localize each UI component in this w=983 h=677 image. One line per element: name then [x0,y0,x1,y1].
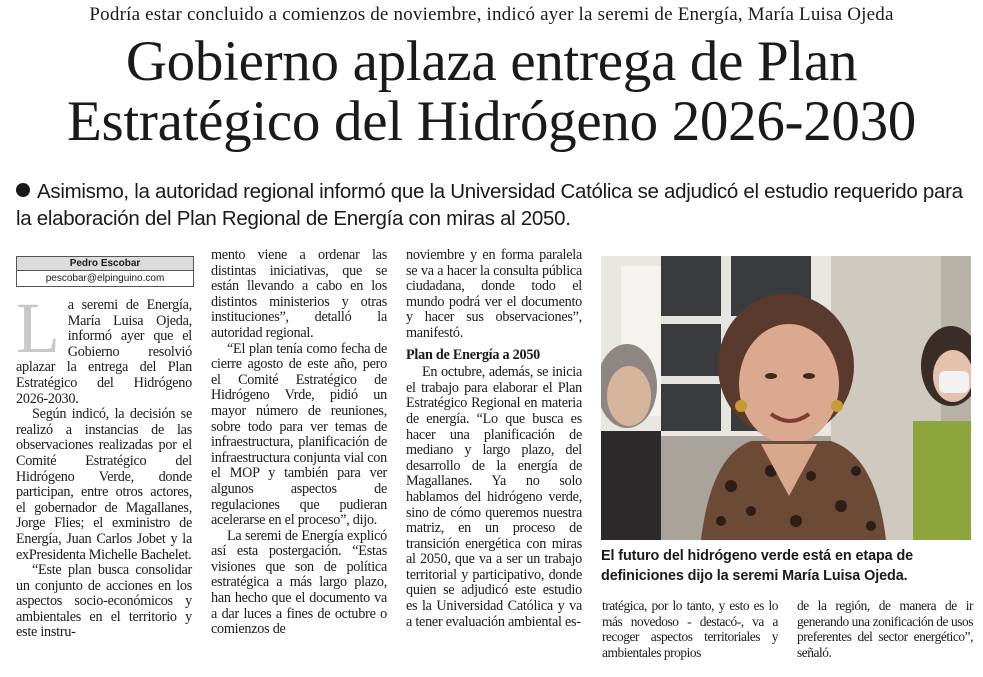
paragraph: En octubre, además, se inicia el trabajo para elaborar el Plan Estratégico Regional en materia de energía. “Lo que busca es hacer una planificación de mediano y largo plazo, del desarrollo de la energía de Magallanes. Ya no solo hablamos del hidrógeno verde, sino de cómo queremos nuestra matriz, en un proceso de transición energética con miras al 2050, que va a ser un trabajo territorial y participativo, donde quien se adjudicó este estudio es la Universidad Católica y va a tener evaluación ambiental es- [406,364,582,630]
section-subhead: Plan de Energía a 2050 [406,346,541,363]
paragraph: “El plan tenía como fecha de cierre agosto de este año, pero el Comité Estratégico de Hidrógeno Vrde, pidió un mayor número de reuniones, sobre todo para ver temas de infraestructura, planificación de infraestructura conjunta vial con el MOP y también para ver algunos aspectos de regulaciones que pudieran acelerarse en el proceso”, dijo. [211,340,387,529]
paragraph: Según indicó, la decisión se realizó a instancias de las observaciones realizadas por el Comité Estratégico del Hidrógeno Verde, donde participan, entre otros actores, el gobernador de Magallanes, Jorge Flies; el exministro de Energía, Juan Carlos Jobet y la exPresidenta Michelle Bachelet. [16,406,192,563]
column-4 [602,598,778,660]
byline-box [16,256,194,287]
drop-cap: L [16,288,60,368]
author-email: pescobar@elpinguino.com [45,273,165,284]
headline-line-1: Gobierno aplaza entrega de Plan [125,30,858,93]
paragraph: de la región, de manera de ir generando una zonificación de usos preferentes del sector energético”, señaló. [797,598,973,660]
article-kicker: Podría estar concluido a comienzos de noviembre, indicó ayer la seremi de Energía, María Luisa Ojeda [89,4,894,25]
column-2 [211,248,387,638]
column-5 [797,598,973,660]
photo-caption: El futuro del hidrógeno verde está en etapa de definiciones dijo la seremi María Luisa Ojeda. [601,548,914,584]
paragraph: “Este plan busca consolidar un conjunto de acciones en los aspectos socio-económicos y ambientales en el territorio y este instru- [16,562,192,641]
article-photo [601,256,971,540]
paragraph: La seremi de Energía explicó así esta postergación. “Estas visiones que son de política estratégica a más largo plazo, han hecho que el documento va a dar luces a fines de octubre o comienzos de [211,527,387,638]
column-3 [406,248,582,630]
author-name: Pedro Escobar [17,257,193,271]
photo-illustration [601,256,971,540]
deck-text: Asimismo, la autoridad regional informó que la Universidad Católica se adjudicó el estudio requerido para la elaboración del Plan Regional de Energía con miras al 2050. [16,180,963,230]
paragraph: noviembre y en forma paralela se va a hacer la consulta pública ciudadana, donde todo el mundo podrá ver el documento y hacer sus observaciones”, manifestó. [406,247,582,341]
paragraph: a seremi de Energía, María Luisa Ojeda, informó ayer que el Gobierno resolvió aplazar la entrega del Plan Estratégico del Hidrógeno 2026-2030. [16,297,192,407]
bullet-icon [16,183,30,197]
paragraph: tratégica, por lo tanto, y esto es lo más novedoso - destacó-, va a recoger aspectos territoriales y ambientales propios [602,598,778,660]
column-1 [16,288,192,641]
article-headline [0,32,983,152]
headline-line-2: Estratégico del Hidrógeno 2026-2030 [66,90,917,153]
article-deck [16,178,974,232]
paragraph: mento viene a ordenar las distintas iniciativas, que se están llevando a cabo en los distintos ministerios y otras instituciones”, detalló la autoridad regional. [211,247,387,341]
